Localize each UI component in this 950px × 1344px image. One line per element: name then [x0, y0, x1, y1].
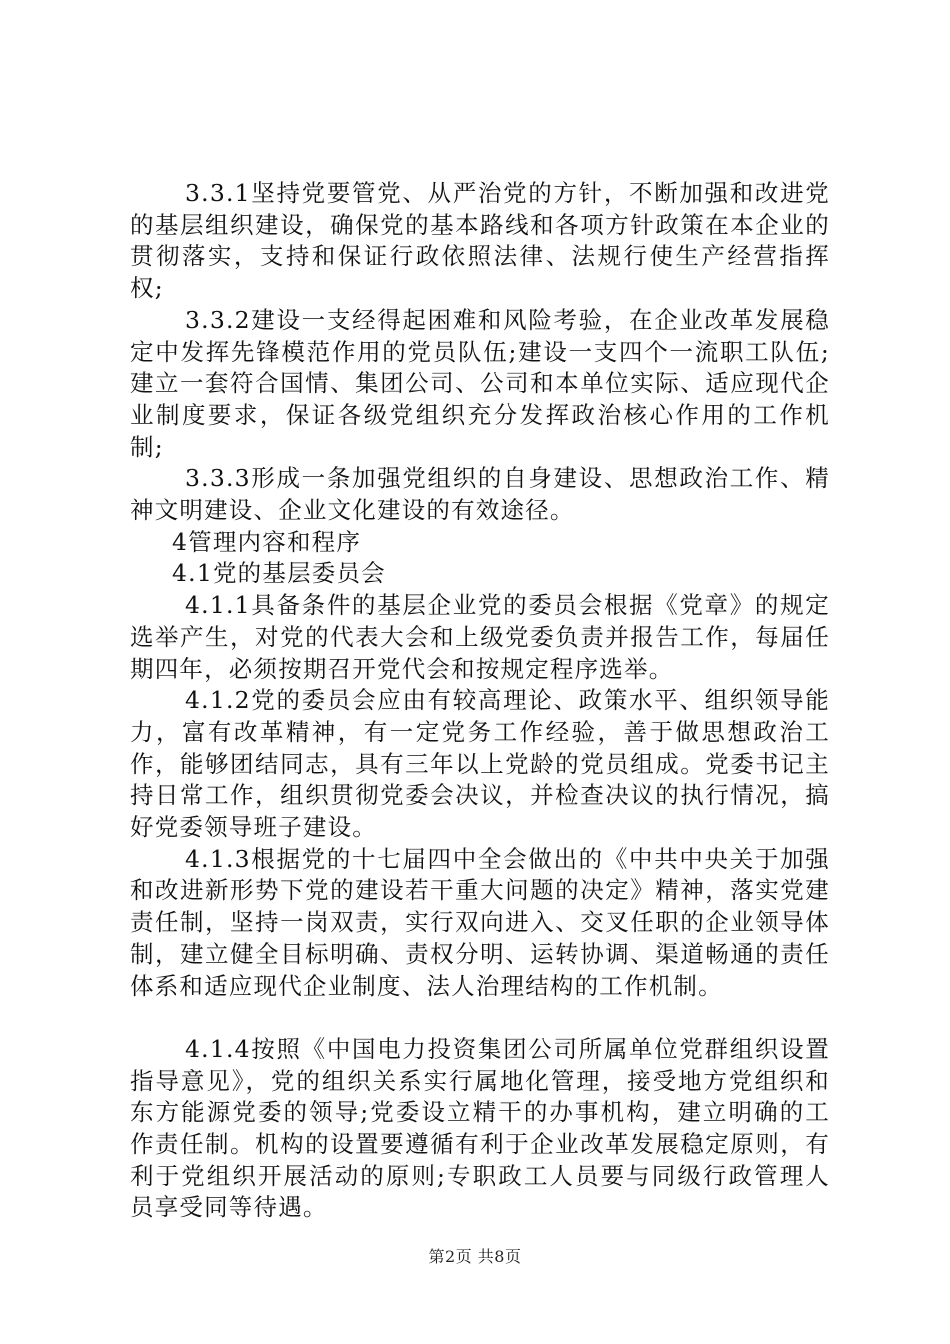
paragraph-4-1-4: 4.1.4按照《中国电力投资集团公司所属单位党群组织设置指导意见》，党的组织关系实行属地化管理，接受地方党组织和东方能源党委的领导;党委设立精干的办事机构，建立明确的工作责任制。机构的设置要遵循有利于企业改革发展稳定原则，有利于党组织开展活动的原则;专职政工人员要与同级行政管理人员享受同等待遇。: [130, 1034, 830, 1222]
section-heading-4: 4管理内容和程序: [172, 527, 362, 556]
paragraph-3-3-2: 3.3.2建设一支经得起困难和风险考验，在企业改革发展稳定中发挥先锋模范作用的党员队伍;建设一支四个一流职工队伍;建立一套符合国情、集团公司、公司和本单位实际、适应现代企业制度要求，保证各级党组织充分发挥政治核心作用的工作机制;: [130, 305, 830, 461]
paragraph-4-1-3: 4.1.3根据党的十七届四中全会做出的《中共中央关于加强和改进新形势下党的建设若干重大问题的决定》精神，落实党建责任制，坚持一岗双责，实行双向进入、交叉任职的企业领导体制，建立健全目标明确、责权分明、运转协调、渠道畅通的责任体系和适应现代企业制度、法人治理结构的工作机制。: [130, 844, 830, 1000]
document-body: [130, 178, 830, 1224]
paragraph-3-3-1: 3.3.1坚持党要管党、从严治党的方针，不断加强和改进党的基层组织建设，确保党的基本路线和各项方针政策在本企业的贯彻落实，支持和保证行政依照法律、法规行使生产经营指挥权;: [130, 179, 830, 303]
paragraph-4-1-2: 4.1.2党的委员会应由有较高理论、政策水平、组织领导能力，富有改革精神，有一定党务工作经验，善于做思想政治工作，能够团结同志，具有三年以上党龄的党员组成。党委书记主持日常工作，组织贯彻党委会决议，并检查决议的执行情况，搞好党委领导班子建设。: [130, 686, 830, 842]
paragraph-4-1-1: 4.1.1具备条件的基层企业党的委员会根据《党章》的规定选举产生，对党的代表大会和上级党委负责并报告工作，每届任期四年，必须按期召开党代会和按规定程序选举。: [130, 591, 830, 683]
paragraph-3-3-3: 3.3.3形成一条加强党组织的自身建设、思想政治工作、精神文明建设、企业文化建设的有效途径。: [130, 464, 830, 525]
paragraph-gap: [130, 1002, 830, 1034]
section-heading-4-1: 4.1党的基层委员会: [172, 559, 386, 588]
page-footer: 第2页 共8页: [428, 1247, 522, 1266]
